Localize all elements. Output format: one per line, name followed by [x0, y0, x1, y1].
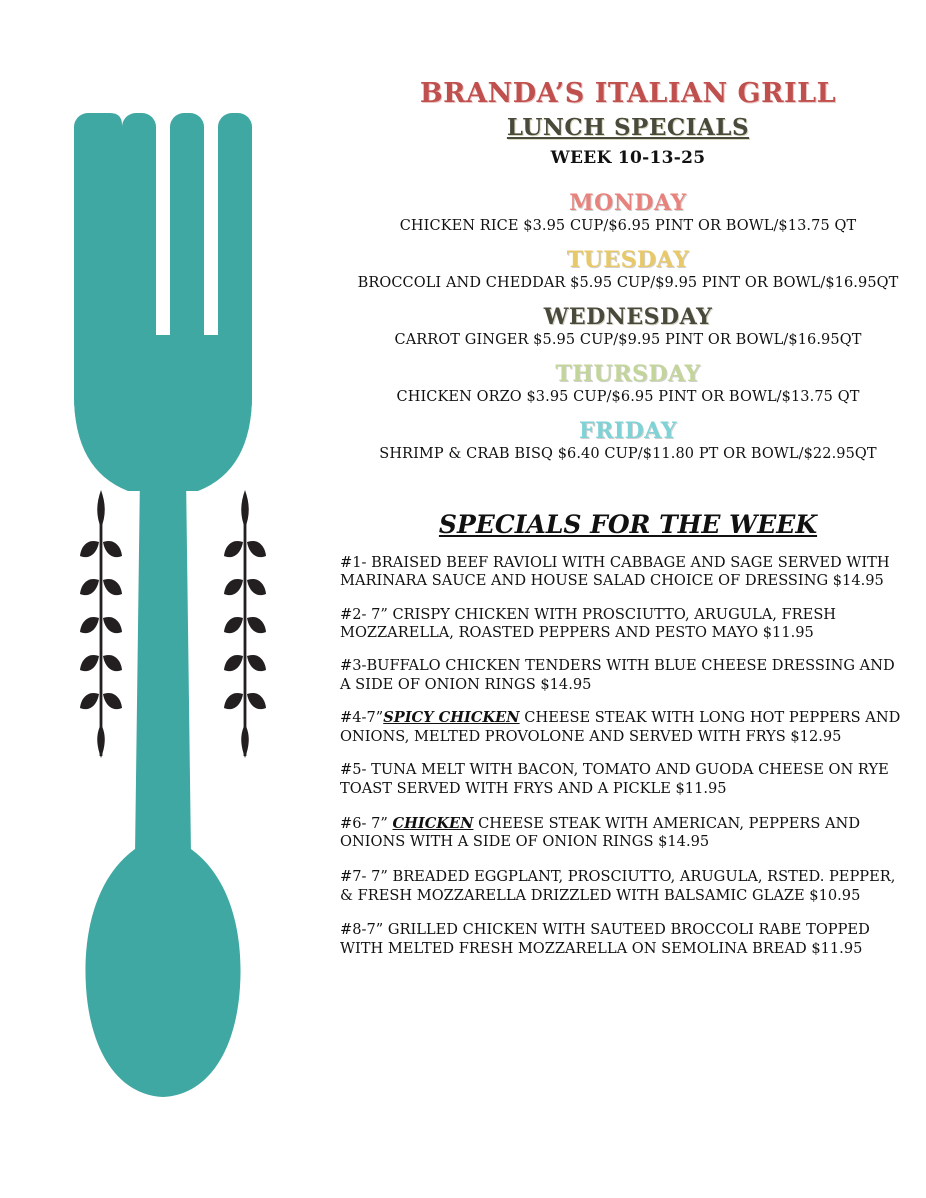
list-item [340, 761, 908, 798]
list-item [340, 554, 908, 591]
special-text: #8-7” GRILLED CHICKEN WITH SAUTEED BROCCOLI RABE TOPPED WITH MELTED FRESH MOZZARELLA ON SEMOLINA BREAD $11.95 [340, 921, 870, 958]
weekly-specials-list [330, 554, 926, 959]
day-desc-tuesday: BROCCOLI AND CHEDDAR $5.95 CUP/$9.95 PINT OR BOWL/$16.95QT [357, 275, 899, 291]
decorative-art-column [0, 0, 330, 1198]
menu-content [330, 0, 926, 1198]
day-name-thursday: THURSDAY [555, 361, 701, 387]
special-text: #5- TUNA MELT WITH BACON, TOMATO AND GUODA CHEESE ON RYE TOAST SERVED WITH FRYS AND A PICKLE $11.95 [340, 761, 889, 798]
specials-section-title: SPECIALS FOR THE WEEK [438, 510, 818, 539]
list-item [340, 709, 908, 746]
special-emphasis: SPICY CHICKEN [383, 709, 520, 727]
special-text: #6- 7” [340, 814, 393, 832]
list-item [340, 868, 908, 905]
day-block-monday [330, 190, 926, 234]
week-label: WEEK 10-13-25 [550, 148, 706, 168]
list-item [340, 606, 908, 643]
daily-soups-list [330, 190, 926, 462]
day-name-monday: MONDAY [569, 190, 687, 216]
day-block-friday [330, 418, 926, 462]
list-item [340, 815, 908, 852]
special-text: #2- 7” CRISPY CHICKEN WITH PROSCIUTTO, ARUGULA, FRESH MOZZARELLA, ROASTED PEPPERS AND PESTO MAYO $11.95 [340, 605, 837, 642]
special-text: #3-BUFFALO CHICKEN TENDERS WITH BLUE CHEESE DRESSING AND A SIDE OF ONION RINGS $14.95 [340, 657, 895, 694]
list-item [340, 657, 908, 694]
page-title: BRANDA’S ITALIAN GRILL [419, 78, 837, 109]
special-text: #1- BRAISED BEEF RAVIOLI WITH CABBAGE AND SAGE SERVED WITH MARINARA SAUCE AND HOUSE SALAD CHOICE OF DRESSING $14.95 [340, 553, 890, 590]
special-text-tail: CHEESE STEAK WITH AMERICAN, PEPPERS AND ONIONS WITH A SIDE OF ONION RINGS $14.95 [340, 814, 861, 851]
day-name-tuesday: TUESDAY [566, 247, 690, 273]
vine-leaf-icon [78, 490, 124, 760]
day-desc-friday: SHRIMP & CRAB BISQ $6.40 CUP/$11.80 PT OR BOWL/$22.95QT [379, 446, 877, 462]
day-block-wednesday [330, 304, 926, 348]
day-name-friday: FRIDAY [579, 418, 677, 444]
special-text: #7- 7” BREADED EGGPLANT, PROSCIUTTO, ARUGULA, RSTED. PEPPER, & FRESH MOZZARELLA DRIZZLED WITH BALSAMIC GLAZE $10.95 [340, 868, 896, 904]
special-emphasis: CHICKEN [392, 814, 474, 832]
list-item [340, 921, 908, 958]
day-desc-thursday: CHICKEN ORZO $3.95 CUP/$6.95 PINT OR BOWL/$13.75 QT [396, 389, 860, 405]
day-name-wednesday: WEDNESDAY [543, 304, 713, 330]
day-desc-monday: CHICKEN RICE $3.95 CUP/$6.95 PINT OR BOWL/$13.75 QT [399, 218, 857, 234]
day-desc-wednesday: CARROT GINGER $5.95 CUP/$9.95 PINT OR BOWL/$16.95QT [394, 332, 862, 348]
day-block-tuesday [330, 247, 926, 291]
subtitle-lunch-specials: LUNCH SPECIALS [506, 114, 750, 141]
day-block-thursday [330, 361, 926, 405]
special-text-tail: CHEESE STEAK WITH LONG HOT PEPPERS AND ONIONS, MELTED PROVOLONE AND SERVED WITH FRYS $12.95 [340, 709, 901, 746]
vine-leaf-icon [222, 490, 268, 760]
special-text: #4-7” [340, 709, 384, 727]
